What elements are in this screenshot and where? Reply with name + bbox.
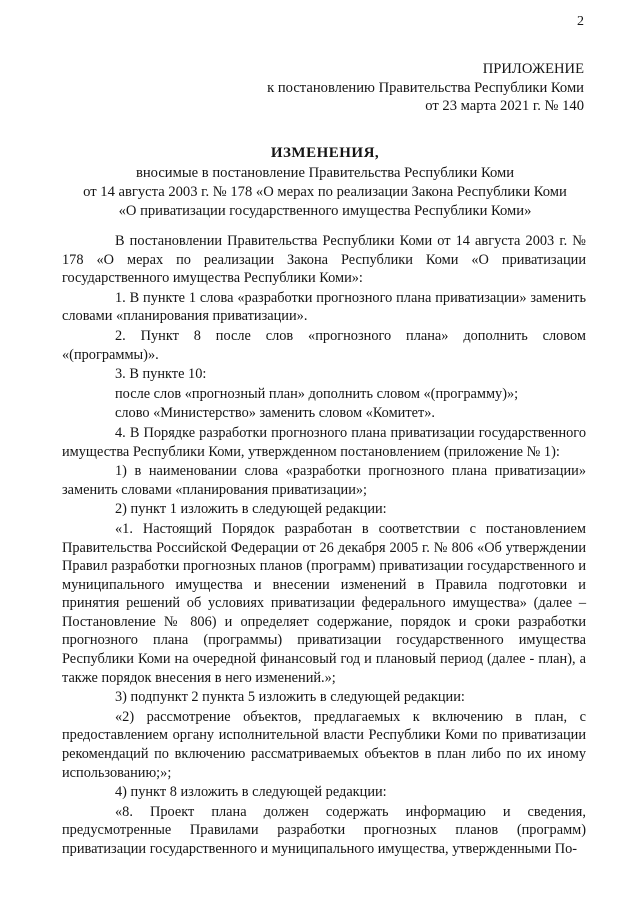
document-title-block: [60, 144, 590, 221]
paragraph: слово «Министерство» заменить словом «Комитет».: [115, 405, 435, 422]
paragraph: 2. Пункт 8 после слов «прогнозного плана» дополнить словом «(программы)».: [62, 327, 586, 363]
appendix-line: к постановлению Правительства Республики Коми: [267, 79, 584, 96]
paragraph: после слов «прогнозный план» дополнить словом «(программу)»;: [115, 385, 519, 402]
paragraph: 1. В пункте 1 слова «разработки прогнозного плана приватизации» заменить словами «планирования приватизации».: [62, 289, 586, 325]
appendix-title: ПРИЛОЖЕНИЕ: [482, 61, 584, 77]
paragraph: 3. В пункте 10:: [115, 366, 207, 383]
document-body: [62, 232, 586, 859]
page-number: 2: [577, 14, 584, 29]
paragraph: 4) пункт 8 изложить в следующей редакции:: [115, 784, 387, 801]
paragraph: 4. В Порядке разработки прогнозного плана приватизации государственного имущества Республики Коми, утвержденном постановлением (приложение № 1):: [62, 424, 586, 460]
title-line: от 14 августа 2003 г. № 178 «О мерах по реализации Закона Республики Коми: [83, 184, 567, 200]
paragraph: «2) рассмотрение объектов, предлагаемых к включению в план, с предоставлением органу исполнительной власти Республики Коми по приватизации рекомендаций по включению рассматриваемых объектов в план либо по их иному использованию;»;: [62, 708, 586, 781]
appendix-block: [224, 60, 584, 116]
title-line: вносимые в постановление Правительства Республики Коми: [135, 165, 515, 181]
paragraph: 2) пункт 1 изложить в следующей редакции:: [115, 501, 387, 518]
paragraph: В постановлении Правительства Республики Коми от 14 августа 2003 г. № 178 «О мерах по реализации Закона Республики Коми «О приватизации государственного имущества Республики Коми»:: [62, 233, 586, 287]
paragraph: «8. Проект плана должен содержать информацию и сведения, предусмотренные Правилами разработки прогнозных планов (программ) приватизации государственного и муниципального имущества, утвержденными По-: [62, 803, 586, 857]
paragraph: «1. Настоящий Порядок разработан в соответствии с постановлением Правительства Российской Федерации от 26 декабря 2005 г. № 806 «Об утверждении Правил разработки прогнозных планов (программ) приватизации государственного и муниципального имущества и внесении изменений в Правила подготовки и принятия решений об условиях приватизации федерального имущества» (далее – Постановление № 806) и определяет содержание, порядок и сроки разработки прогнозного плана (программы) приватизации государственного имущества Республики Коми на очередной финансовый год и плановый период (далее - план), а также порядок внесения в него изменений.»;: [62, 520, 586, 686]
paragraph: 1) в наименовании слова «разработки прогнозного плана приватизации» заменить словами «планирования приватизации»;: [62, 463, 586, 498]
title-line: «О приватизации государственного имущества Республики Коми»: [118, 203, 532, 219]
appendix-line: от 23 марта 2021 г. № 140: [425, 98, 584, 114]
document-heading: ИЗМЕНЕНИЯ,: [270, 145, 380, 161]
paragraph: 3) подпункт 2 пункта 5 изложить в следующей редакции:: [115, 689, 465, 706]
